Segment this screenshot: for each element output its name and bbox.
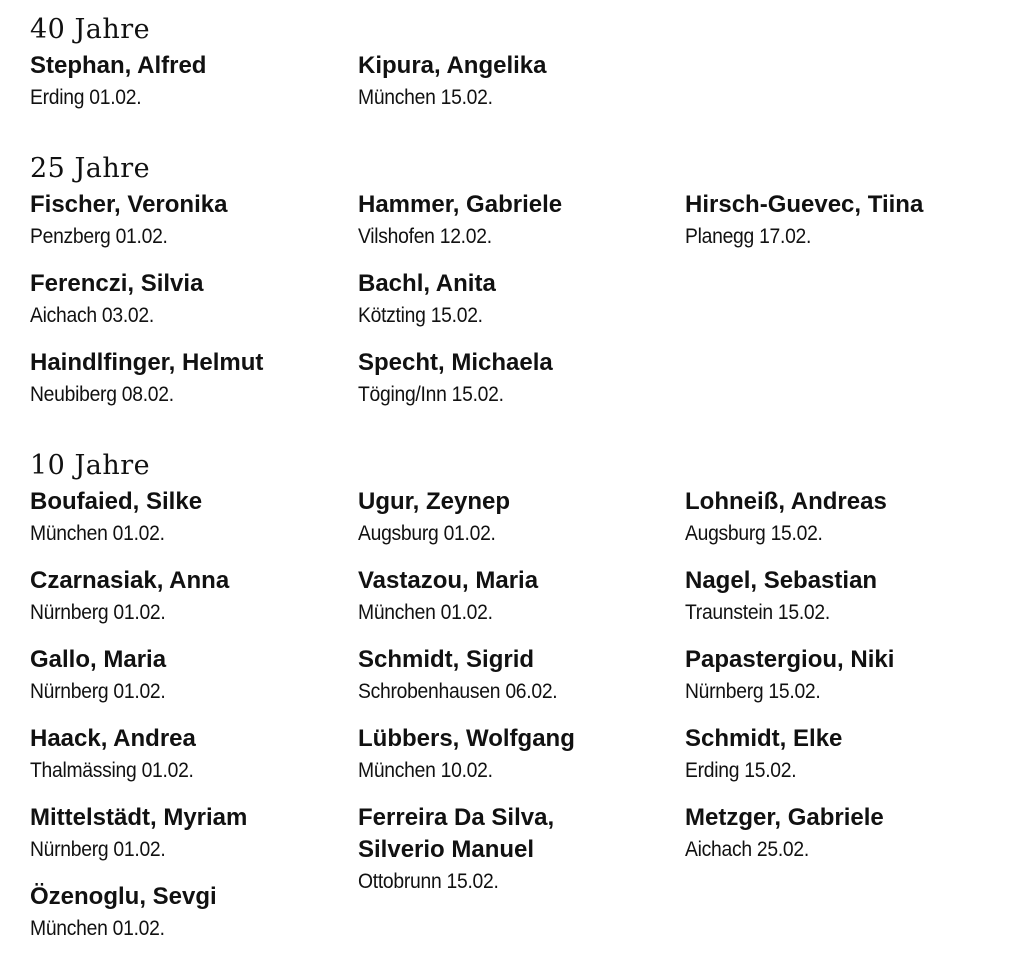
list-item bbox=[30, 881, 358, 945]
section-title: 10 Jahre bbox=[30, 450, 151, 481]
location-date: Nürnberg 01.02. bbox=[30, 680, 166, 703]
person-name: Boufaied, Silke bbox=[30, 488, 203, 515]
person-name: Vastazou, Maria bbox=[358, 567, 539, 594]
column-3 bbox=[685, 50, 985, 129]
location-date: Nürnberg 01.02. bbox=[30, 838, 166, 861]
person-name: Schmidt, Sigrid bbox=[358, 646, 535, 673]
list-item bbox=[30, 189, 358, 253]
list-item bbox=[30, 644, 358, 708]
section-25-jahre bbox=[30, 149, 990, 426]
column-3 bbox=[685, 189, 985, 426]
list-item bbox=[685, 486, 985, 550]
column-2 bbox=[358, 50, 685, 129]
list-item bbox=[358, 644, 685, 708]
section-10-jahre bbox=[30, 446, 990, 960]
list-item bbox=[685, 644, 985, 708]
person-name: Mittelstädt, Myriam bbox=[30, 804, 248, 831]
location-date: Neubiberg 08.02. bbox=[30, 383, 174, 406]
list-item bbox=[358, 723, 685, 787]
person-name: Czarnasiak, Anna bbox=[30, 567, 230, 594]
list-item bbox=[358, 802, 685, 898]
list-item bbox=[358, 347, 685, 411]
person-name: Nagel, Sebastian bbox=[685, 567, 878, 594]
column-1 bbox=[30, 189, 358, 426]
column-1 bbox=[30, 50, 358, 129]
list-item bbox=[30, 347, 358, 411]
list-item bbox=[685, 189, 985, 253]
location-date: Aichach 03.02. bbox=[30, 304, 154, 327]
column-2 bbox=[358, 189, 685, 426]
person-name: Ferreira Da Silva, Silverio Manuel bbox=[358, 804, 555, 863]
location-date: Planegg 17.02. bbox=[685, 225, 812, 248]
location-date: Augsburg 01.02. bbox=[358, 522, 496, 545]
location-date: Traunstein 15.02. bbox=[685, 601, 830, 624]
person-name: Fischer, Veronika bbox=[30, 191, 228, 218]
person-name: Ferenczi, Silvia bbox=[30, 270, 204, 297]
list-item bbox=[358, 189, 685, 253]
location-date: Augsburg 15.02. bbox=[685, 522, 823, 545]
person-name: Lübbers, Wolfgang bbox=[358, 725, 575, 752]
list-item bbox=[30, 802, 358, 866]
location-date: Nürnberg 15.02. bbox=[685, 680, 821, 703]
list-item bbox=[358, 268, 685, 332]
anniversary-list bbox=[30, 10, 990, 980]
person-name: Metzger, Gabriele bbox=[685, 804, 884, 831]
person-name: Hammer, Gabriele bbox=[358, 191, 563, 218]
list-item bbox=[30, 723, 358, 787]
location-date: Ottobrunn 15.02. bbox=[358, 870, 499, 893]
person-name: Özenoglu, Sevgi bbox=[30, 883, 217, 910]
list-item bbox=[685, 565, 985, 629]
entries-grid bbox=[30, 189, 990, 426]
section-40-jahre bbox=[30, 10, 990, 129]
location-date: Penzberg 01.02. bbox=[30, 225, 168, 248]
person-name: Gallo, Maria bbox=[30, 646, 167, 673]
person-name: Stephan, Alfred bbox=[30, 52, 207, 79]
person-name: Bachl, Anita bbox=[358, 270, 496, 297]
location-date: Kötzting 15.02. bbox=[358, 304, 483, 327]
location-date: München 01.02. bbox=[30, 522, 165, 545]
entries-grid bbox=[30, 486, 990, 960]
column-2 bbox=[358, 486, 685, 960]
location-date: Nürnberg 01.02. bbox=[30, 601, 166, 624]
list-item bbox=[685, 723, 985, 787]
location-date: Schrobenhausen 06.02. bbox=[358, 680, 558, 703]
person-name: Haindlfinger, Helmut bbox=[30, 349, 264, 376]
list-item bbox=[358, 486, 685, 550]
list-item bbox=[358, 565, 685, 629]
list-item bbox=[685, 802, 985, 866]
list-item bbox=[358, 50, 685, 114]
column-3 bbox=[685, 486, 985, 960]
entries-grid bbox=[30, 50, 990, 129]
column-1 bbox=[30, 486, 358, 960]
location-date: Erding 15.02. bbox=[685, 759, 797, 782]
location-date: München 15.02. bbox=[358, 86, 493, 109]
location-date: München 01.02. bbox=[30, 917, 165, 940]
location-date: Aichach 25.02. bbox=[685, 838, 809, 861]
list-item bbox=[30, 486, 358, 550]
person-name: Hirsch-Guevec, Tiina bbox=[685, 191, 924, 218]
person-name: Papastergiou, Niki bbox=[685, 646, 895, 673]
list-item bbox=[30, 50, 358, 114]
section-title: 25 Jahre bbox=[30, 153, 151, 184]
location-date: Vilshofen 12.02. bbox=[358, 225, 492, 248]
location-date: Töging/Inn 15.02. bbox=[358, 383, 504, 406]
person-name: Specht, Michaela bbox=[358, 349, 553, 376]
section-title: 40 Jahre bbox=[30, 14, 151, 45]
location-date: Thalmässing 01.02. bbox=[30, 759, 194, 782]
person-name: Schmidt, Elke bbox=[685, 725, 843, 752]
list-item bbox=[30, 268, 358, 332]
list-item bbox=[30, 565, 358, 629]
person-name: Haack, Andrea bbox=[30, 725, 196, 752]
person-name: Kipura, Angelika bbox=[358, 52, 547, 79]
location-date: München 10.02. bbox=[358, 759, 493, 782]
location-date: München 01.02. bbox=[358, 601, 493, 624]
person-name: Lohneiß, Andreas bbox=[685, 488, 887, 515]
person-name: Ugur, Zeynep bbox=[358, 488, 511, 515]
location-date: Erding 01.02. bbox=[30, 86, 142, 109]
